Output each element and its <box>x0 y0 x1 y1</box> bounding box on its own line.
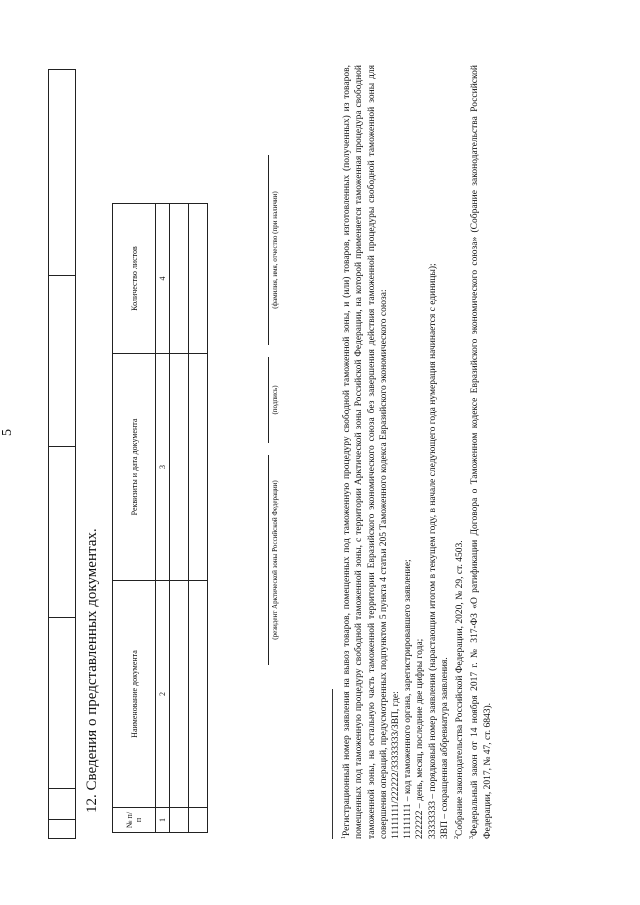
table-cell <box>170 581 189 808</box>
footnote-2: $^2$Собрание законодательства Российской Федерации, 2020, № 29, ст. 4503. <box>453 540 466 839</box>
footnote-1-item: 11111111 – код таможенного органа, зарегистрировавшего заявление; <box>403 559 414 839</box>
footnote-3: $^3$Федеральный закон от 14 ноября 2017 г. № 317-ФЗ «О ратификации Договора о Таможенном кодексе Евразийского экономического союза» (Собрание законодательства Российской Федерации, 2017, № 47, ст. 6843). <box>469 65 493 839</box>
numbering-cell: 4 <box>156 204 170 354</box>
continuation-cell <box>49 276 76 447</box>
continuation-cell <box>49 447 76 618</box>
table-cell <box>189 204 208 354</box>
name-line <box>268 155 269 345</box>
header-cell: Количество листов <box>113 204 156 354</box>
continuation-cell <box>49 820 76 839</box>
footnote-2-text: Собрание законодательства Российской Федерации, 2020, № 29, ст. 4503. <box>455 540 466 836</box>
resident-label: (резидент Арктической зоны Российской Федерации) <box>271 480 279 640</box>
name-label: (фамилия, имя, отчество (при наличии) <box>271 191 279 309</box>
numbering-cell: 1 <box>156 808 170 833</box>
header-cell: Реквизиты и дата документа <box>113 354 156 581</box>
header-cell: № п/п <box>113 808 156 833</box>
section-title: 12. Сведения о представленных документах. <box>84 528 100 813</box>
footnotes <box>338 65 494 839</box>
table-header-row <box>113 204 156 833</box>
numbering-cell: 2 <box>156 581 170 808</box>
footnote-1-text: Регистрационный номер заявления на вывоз товаров, помещенных под таможенную процедуру свободной таможенной зоны, и (или) товаров, изготовленных (полученных) из товаров, помещенных под таможенную процедуру свободной таможенной зоны, с территории Арктической зоны Российской Федерации, на которой применяется таможенная процедура свободной таможенной зоны, на остальную часть таможенной территории Евразийского экономического союза без завершения действия таможенной процедуры свободной таможенной зоны для совершения операций, предусмотренных подпунктом 5 пункта 4 статьи 205 Таможенного кодекса Евразийского экономического союза: <box>342 65 389 839</box>
signature-line <box>268 357 269 443</box>
table-cell <box>189 354 208 581</box>
footnote-separator <box>332 689 333 839</box>
footnote-3-text: Федеральный закон от 14 ноября 2017 г. № 317-ФЗ «О ратификации Договора о Таможенном кодексе Евразийского экономического союза» (Собрание законодательства Российской Федерации, 2017, № 47, ст. 6843). <box>470 65 493 839</box>
documents-table <box>112 203 208 833</box>
table-cell <box>170 204 189 354</box>
table-cell <box>170 808 189 833</box>
numbering-cell: 3 <box>156 354 170 581</box>
table-row <box>189 204 208 833</box>
footnote-1-item: 222222 – день, месяц, последние две цифры года; <box>415 638 426 839</box>
table-row <box>170 204 189 833</box>
continuation-cell <box>49 789 76 820</box>
continuation-table <box>48 69 76 839</box>
table-cell <box>189 581 208 808</box>
continuation-cell <box>49 618 76 789</box>
table-cell <box>189 808 208 833</box>
footnote-1-format: 11111111/222222/33333333/ЗВП, где: <box>390 691 401 839</box>
signature-label: (подпись) <box>271 385 279 415</box>
continuation-cell <box>49 70 76 276</box>
page-number: 5 <box>0 429 15 436</box>
resident-line <box>268 455 269 665</box>
footnote-1-item: ЗВП – сокращенная аббревиатура заявления. <box>439 657 450 839</box>
footnote-1-item: 33333333 – порядковый номер заявления (нарастающим итогом в текущем году, в начале следующего года нумерация начинается с единицы); <box>427 263 438 839</box>
footnote-1: $^1$Регистрационный номер заявления на вывоз товаров, помещенных под таможенную процедуру свободной таможенной зоны, и (или) товаров, изготовленных (полученных) из товаров, помещенных под таможенную процедуру свободной таможенной зоны, с территории Арктической зоны Российской Федерации, на которой применяется таможенная процедура свободной таможенной зоны, на остальную часть таможенной территории Евразийского экономического союза без завершения действия таможенной процедуры свободной таможенной зоны для совершения операций, предусмотренных подпунктом 5 пункта 4 статьи 205 Таможенного кодекса Евразийского экономического союза: <box>341 65 389 839</box>
table-numbering-row <box>156 204 170 833</box>
table-cell <box>170 354 189 581</box>
header-cell: Наименование документа <box>113 581 156 808</box>
